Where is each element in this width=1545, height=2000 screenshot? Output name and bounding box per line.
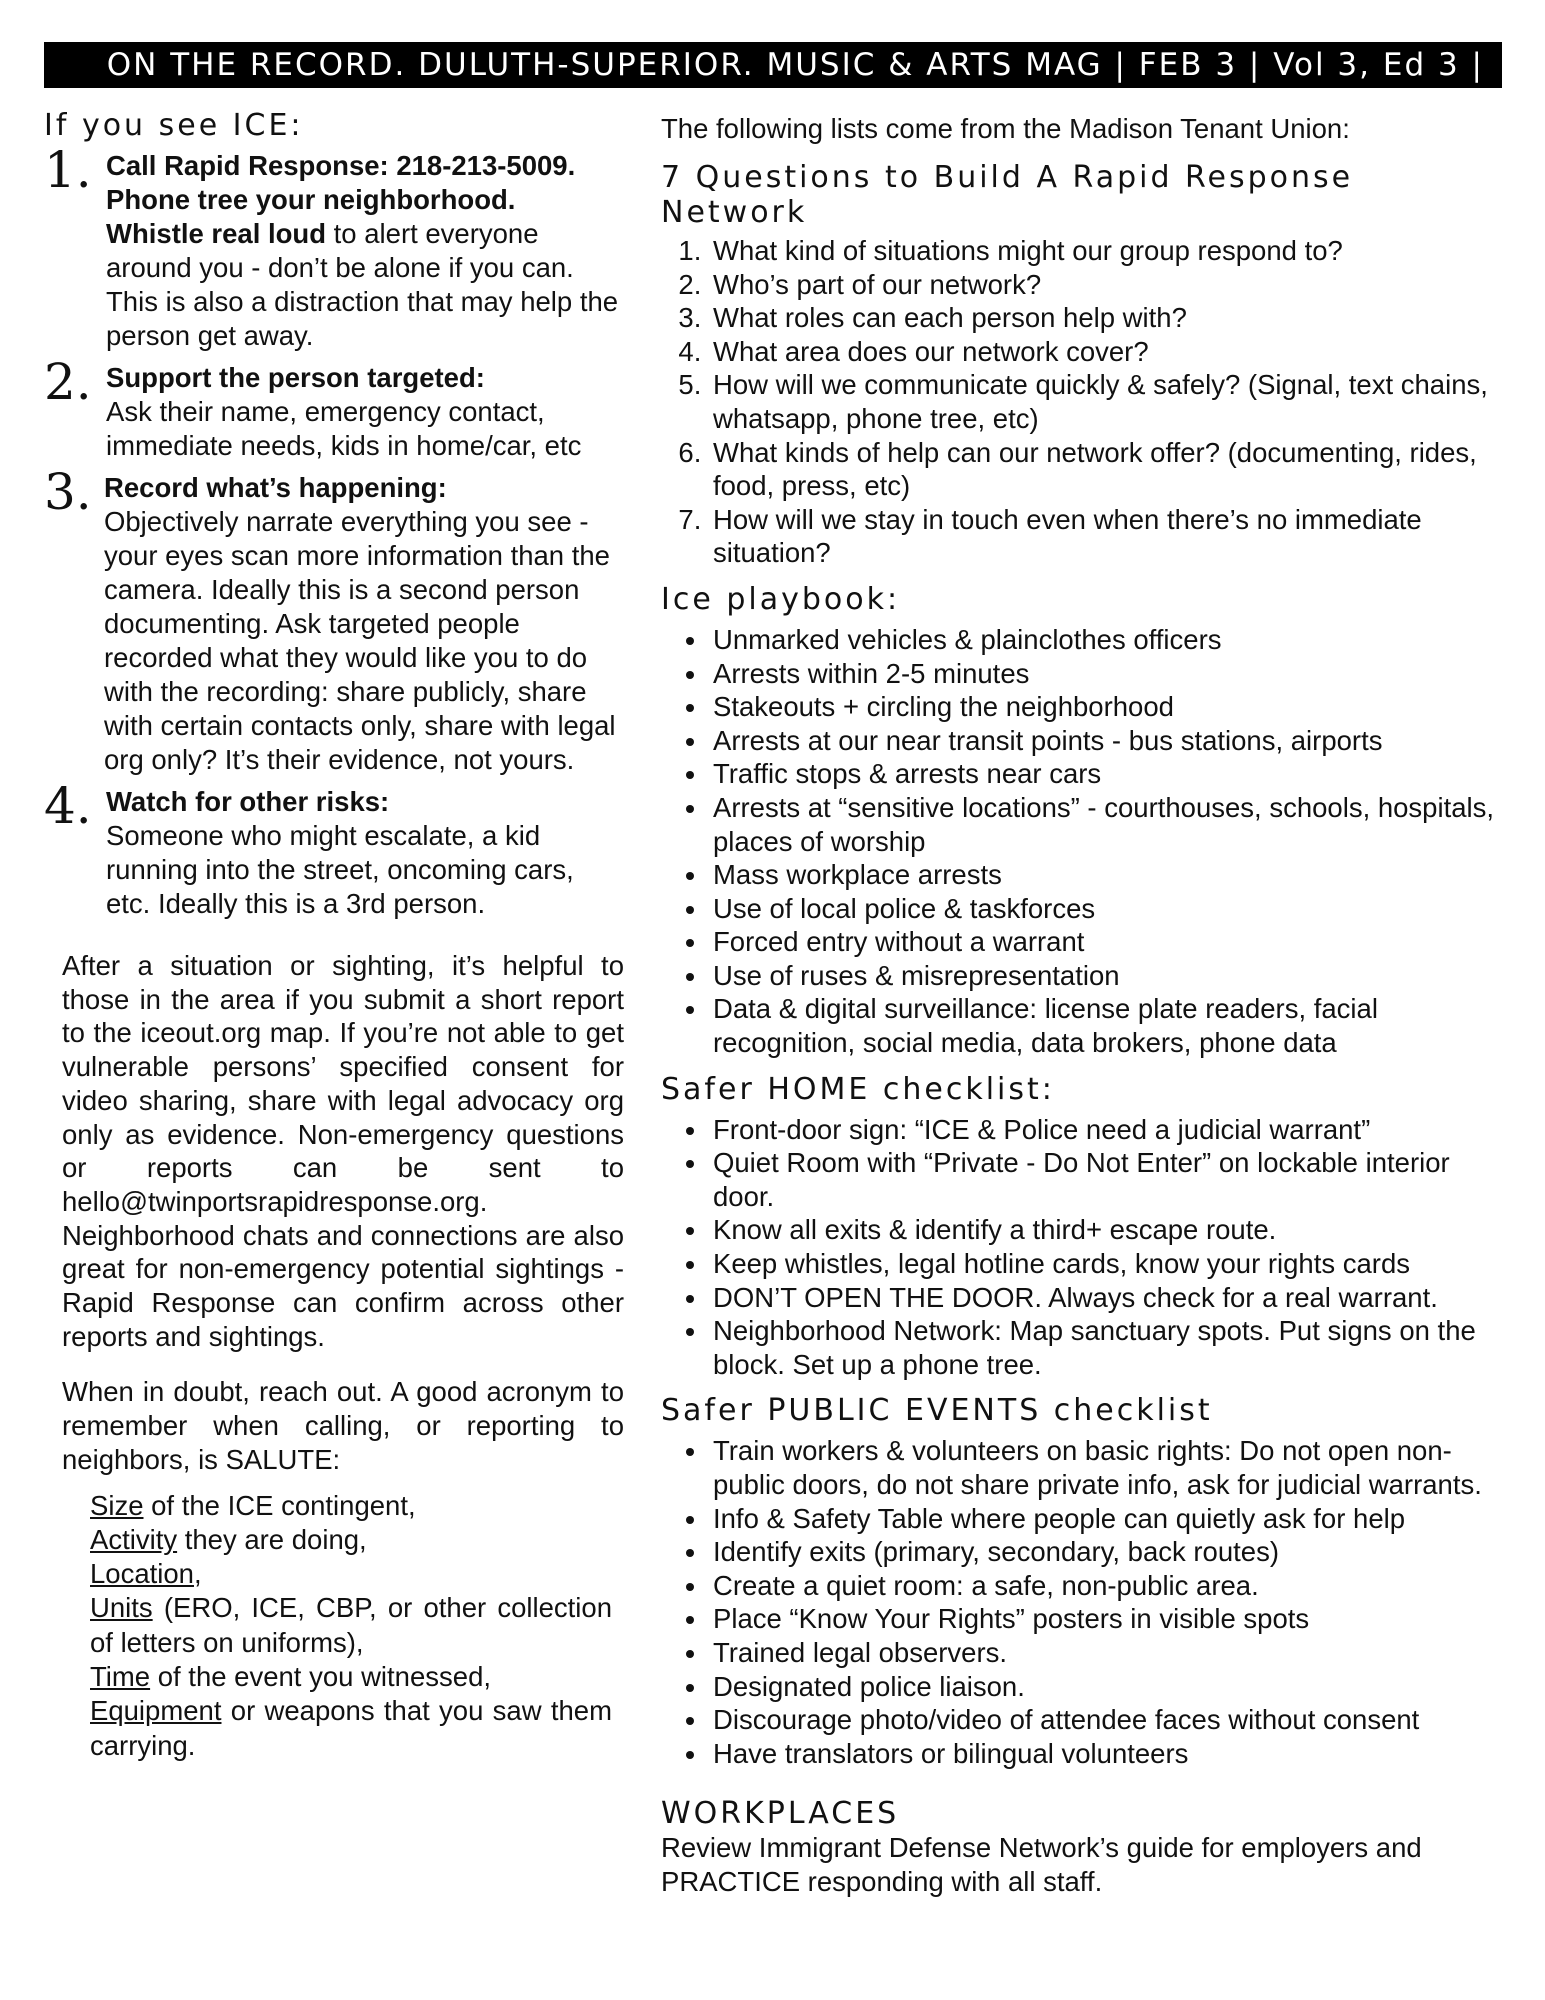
- step-number: 1.: [44, 141, 92, 199]
- step-1-title: Call Rapid Response: 218-213-5009.: [106, 150, 576, 181]
- workplaces-text: Review Immigrant Defense Network’s guide for employers and PRACTICE responding with all staff.: [661, 1832, 1422, 1898]
- salute-intro-paragraph: When in doubt, reach out. A good acronym to remember when calling, or reporting to neighbors, is SALUTE:: [62, 1376, 624, 1475]
- question-item: 7. How will we stay in touch even when there’s no immediate situation?: [709, 503, 1511, 570]
- playbook-item: • Use of ruses & misrepresentation: [709, 959, 1511, 993]
- workplaces-heading: WORKPLACES: [661, 1796, 900, 1832]
- event-item: • Discourage photo/video of attendee faces without consent: [709, 1703, 1511, 1737]
- event-item: • Trained legal observers.: [709, 1636, 1511, 1670]
- safer-home-list: [661, 1113, 1511, 1382]
- playbook-item: • Forced entry without a warrant: [709, 925, 1511, 959]
- step-3: [44, 463, 624, 777]
- event-item: • Place “Know Your Rights” posters in visible spots: [709, 1602, 1511, 1636]
- playbook-item: • Use of local police & taskforces: [709, 892, 1511, 926]
- question-item: 3. What roles can each person help with?: [709, 301, 1511, 335]
- event-item: • Designated police liaison.: [709, 1670, 1511, 1704]
- salute-key: Activity: [90, 1523, 178, 1555]
- step-1-text: to alert everyone around you - don’t be alone if you can. This is also a distraction that may help the person get away.: [106, 218, 619, 351]
- step-3-title: Record what’s happening:: [104, 472, 447, 503]
- playbook-item: • Arrests at “sensitive locations” - courthouses, schools, hospitals, places of worship: [709, 791, 1511, 858]
- ice-playbook-heading: Ice playbook:: [661, 581, 901, 617]
- safer-events-list: [661, 1434, 1511, 1770]
- questions-heading: 7 Questions to Build A Rapid Response Network: [661, 160, 1354, 230]
- salute-text: or weapons that you saw them carrying.: [90, 1695, 612, 1761]
- home-item: • Know all exits & identify a third+ escape route.: [709, 1213, 1511, 1247]
- salute-key: Units: [90, 1592, 153, 1624]
- home-item: • Front-door sign: “ICE & Police need a judicial warrant”: [709, 1113, 1511, 1147]
- page-header-text: ON THE RECORD. DULUTH-SUPERIOR. MUSIC & ARTS MAG | FEB 3 | Vol 3, Ed 3 | page 9: [106, 47, 1484, 129]
- salute-list: [90, 1489, 612, 1763]
- salute-text: they are doing,: [177, 1523, 367, 1555]
- step-4-title: Watch for other risks:: [106, 786, 390, 817]
- safer-events-heading: Safer PUBLIC EVENTS checklist: [661, 1393, 1213, 1429]
- salute-text: ,: [193, 1558, 202, 1590]
- after-sighting-paragraph: After a situation or sighting, it’s helpful to those in the area if you submit a short report to the iceout.org map. If you’re not able to get vulnerable persons’ specified consent for video sharing, share with legal advocacy org only as evidence. Non-emergency questions or reports can be sent to hello@twinportsrapidresponse.org. Neighborhood chats and connections are also great for non-emergency potential sightings - Rapid Response can confirm across other reports and sightings.: [62, 950, 624, 1352]
- step-number: 4.: [44, 777, 92, 835]
- step-3-text: Objectively narrate everything you see - your eyes scan more information than the camera. Ideally this is a second person documenting. Ask targeted people recorded what they would like you to do with the recording: share publicly, share with certain contacts only, share with legal org only? It’s their evidence, not yours.: [104, 506, 616, 775]
- question-item: 1. What kind of situations might our group respond to?: [709, 234, 1511, 268]
- right-column: [661, 112, 1511, 1899]
- question-item: 4. What area does our network cover?: [709, 335, 1511, 369]
- safer-home-heading: Safer HOME checklist:: [661, 1071, 1055, 1107]
- salute-item: [90, 1694, 612, 1763]
- salute-item: [90, 1489, 612, 1523]
- step-2: [44, 353, 624, 463]
- salute-key: Location: [90, 1558, 194, 1590]
- if-you-see-ice-heading: If you see ICE:: [44, 108, 304, 143]
- playbook-item: • Traffic stops & arrests near cars: [709, 757, 1511, 791]
- questions-list: [661, 234, 1511, 570]
- step-2-text: Ask their name, emergency contact, immediate needs, kids in home/car, etc: [106, 396, 582, 461]
- event-item: • Info & Safety Table where people can quietly ask for help: [709, 1502, 1511, 1536]
- event-item: • Have translators or bilingual volunteers: [709, 1737, 1511, 1771]
- left-column: [44, 108, 624, 1763]
- salute-key: Time: [90, 1661, 151, 1693]
- event-item: • Train workers & volunteers on basic rights: Do not open non-public doors, do not share private info, ask for judicial warrants.: [709, 1434, 1511, 1501]
- lists-source-intro: The following lists come from the Madison Tenant Union:: [661, 113, 1350, 144]
- playbook-item: • Unmarked vehicles & plainclothes officers: [709, 623, 1511, 657]
- salute-text: of the ICE contingent,: [143, 1489, 416, 1521]
- step-4-text: Someone who might escalate, a kid running into the street, oncoming cars, etc. Ideally this is a 3rd person.: [106, 820, 574, 919]
- home-item: • Quiet Room with “Private - Do Not Enter” on lockable interior door.: [709, 1146, 1511, 1213]
- step-number: 2.: [44, 353, 92, 411]
- playbook-item: • Arrests within 2-5 minutes: [709, 657, 1511, 691]
- salute-key: Size: [90, 1489, 144, 1521]
- playbook-item: • Arrests at our near transit points - bus stations, airports: [709, 724, 1511, 758]
- playbook-item: • Mass workplace arrests: [709, 858, 1511, 892]
- step-number: 3.: [44, 463, 92, 521]
- salute-text: (ERO, ICE, CBP, or other collection of letters on uniforms),: [90, 1592, 612, 1658]
- home-item: • Neighborhood Network: Map sanctuary spots. Put signs on the block. Set up a phone tree.: [709, 1314, 1511, 1381]
- step-1-bold-lead: Whistle real loud: [106, 218, 327, 249]
- salute-item: [90, 1557, 612, 1591]
- salute-text: of the event you witnessed,: [150, 1661, 491, 1693]
- event-item: • Identify exits (primary, secondary, back routes): [709, 1535, 1511, 1569]
- question-item: 5. How will we communicate quickly & safely? (Signal, text chains, whatsapp, phone tree, etc): [709, 368, 1511, 435]
- salute-item: [90, 1660, 612, 1694]
- event-item: • Create a quiet room: a safe, non-public area.: [709, 1569, 1511, 1603]
- playbook-item: • Data & digital surveillance: license plate readers, facial recognition, social media, data brokers, phone data: [709, 992, 1511, 1059]
- ice-playbook-list: [661, 623, 1511, 1060]
- step-4: [44, 777, 624, 921]
- step-2-title: Support the person targeted:: [106, 362, 485, 393]
- home-item: • DON’T OPEN THE DOOR. Always check for a real warrant.: [709, 1281, 1511, 1315]
- step-1-subtitle: Phone tree your neighborhood.: [106, 184, 516, 215]
- playbook-item: • Stakeouts + circling the neighborhood: [709, 690, 1511, 724]
- salute-item: [90, 1591, 612, 1660]
- salute-key: Equipment: [90, 1695, 222, 1727]
- question-item: 2. Who’s part of our network?: [709, 268, 1511, 302]
- step-1: [44, 141, 624, 353]
- question-item: 6. What kinds of help can our network offer? (documenting, rides, food, press, etc): [709, 436, 1511, 503]
- salute-item: [90, 1523, 612, 1557]
- home-item: • Keep whistles, legal hotline cards, know your rights cards: [709, 1247, 1511, 1281]
